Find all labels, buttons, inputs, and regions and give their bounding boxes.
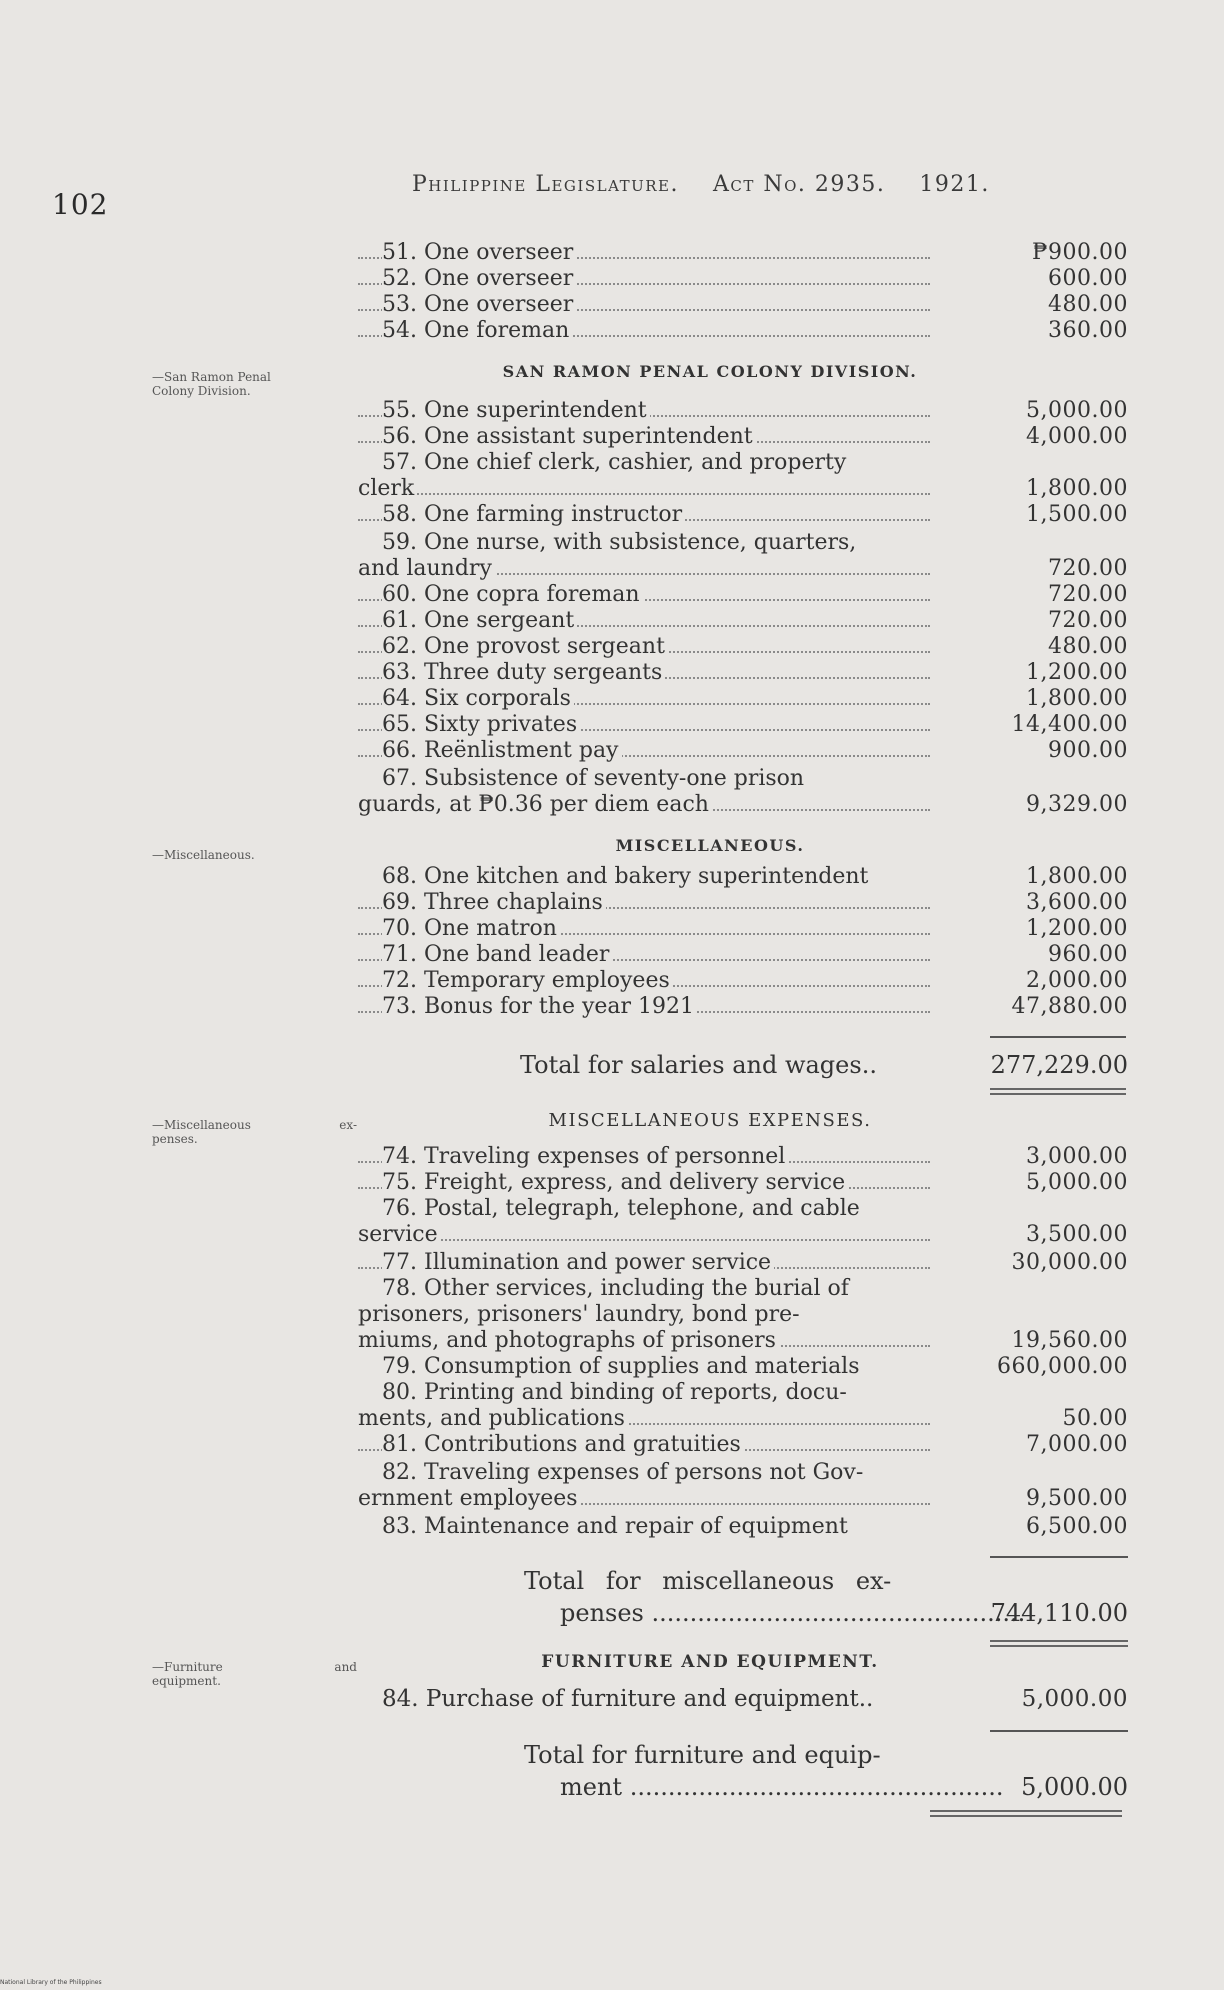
line-item: 56. One assistant superintendent 4,000.00	[358, 424, 1128, 450]
line-item: 76. Postal, telegraph, telephone, and cable	[358, 1196, 1128, 1222]
total-double-rule	[930, 1810, 1122, 1817]
page-number: 102	[52, 188, 109, 221]
total-furniture-row-1	[520, 1740, 1128, 1770]
line-item: 83. Maintenance and repair of equipment 6,500.00	[382, 1514, 1128, 1539]
line-item: 77. Illumination and power service 30,000.00	[358, 1250, 1128, 1276]
line-item: 68. One kitchen and bakery superintendent 1,800.00	[382, 864, 1128, 889]
line-item: 72. Temporary employees 2,000.00	[358, 968, 1128, 994]
line-item: 57. One chief clerk, cashier, and property	[358, 450, 1128, 476]
section-heading-misc-expenses: MISCELLANEOUS EXPENSES.	[548, 1110, 872, 1131]
total-double-rule	[990, 1088, 1126, 1095]
running-head-act: Act No. 2935.	[712, 172, 886, 197]
line-item: 58. One farming instructor 1,500.00	[358, 502, 1128, 528]
line-item: 60. One copra foreman 720.00	[358, 582, 1128, 608]
line-item: 78. Other services, including the burial of	[358, 1276, 1128, 1302]
total-salaries-row	[520, 1050, 1128, 1080]
line-item: 84. Purchase of furniture and equipment.. 5,000.00	[382, 1686, 1128, 1712]
line-item-continuation: guards, at ₱0.36 per diem each 9,329.00	[358, 792, 1128, 817]
line-item: 55. One superintendent 5,000.00	[358, 398, 1128, 424]
line-item: 81. Contributions and gratuities 7,000.00	[358, 1432, 1128, 1458]
line-item: 59. One nurse, with subsistence, quarters,	[358, 530, 1128, 556]
line-item-continuation: prisoners, prisoners' laundry, bond pre-	[358, 1302, 1128, 1328]
section-heading-furniture: FURNITURE AND EQUIPMENT.	[541, 1652, 879, 1672]
total-misc-row-2	[520, 1598, 1128, 1628]
line-item: 64. Six corporals 1,800.00	[358, 686, 1128, 712]
line-item: 80. Printing and binding of reports, docu-	[358, 1380, 1128, 1406]
line-item: 63. Three duty sergeants 1,200.00	[358, 660, 1128, 686]
total-misc-amount: 744,110.00	[990, 1599, 1128, 1627]
line-item: 82. Traveling expenses of persons not Gov-	[358, 1460, 1128, 1486]
line-item: 74. Traveling expenses of personnel 3,000.00	[358, 1144, 1128, 1170]
subtotal-rule	[990, 1556, 1128, 1558]
line-item: 79. Consumption of supplies and materials 660,000.00	[382, 1354, 1128, 1379]
margin-note-furniture: —Furniture and equipment.	[152, 1660, 357, 1688]
line-item: 69. Three chaplains 3,600.00	[358, 890, 1128, 916]
line-item: 51. One overseer ₱900.00	[358, 240, 1128, 266]
margin-note-misc-expenses: —Miscellaneous ex- penses.	[152, 1118, 357, 1146]
total-misc-row-1	[520, 1566, 1128, 1596]
line-item: 66. Reënlistment pay 900.00	[358, 738, 1128, 764]
total-misc-label-2: penses .................................................	[560, 1599, 1026, 1627]
line-item: 53. One overseer 480.00	[358, 292, 1128, 318]
running-head-publication: Philippine Legislature.	[412, 172, 679, 197]
total-salaries-amount: 277,229.00	[990, 1051, 1128, 1079]
line-item: 70. One matron 1,200.00	[358, 916, 1128, 942]
section-heading-san-ramon: SAN RAMON PENAL COLONY DIVISION.	[502, 362, 918, 381]
running-head	[412, 172, 1052, 197]
line-item: 61. One sergeant 720.00	[358, 608, 1128, 634]
margin-note-san-ramon: —San Ramon Penal Colony Division.	[152, 370, 271, 398]
line-item: 71. One band leader 960.00	[358, 942, 1128, 968]
line-item: 54. One foreman 360.00	[358, 318, 1128, 344]
total-misc-label-1: Total for miscellaneous ex-	[524, 1567, 892, 1595]
running-head-year: 1921.	[919, 172, 990, 197]
line-item: 52. One overseer 600.00	[358, 266, 1128, 292]
line-item: 75. Freight, express, and delivery service 5,000.00	[358, 1170, 1128, 1196]
total-furniture-label-2: ment .................................................	[560, 1773, 1004, 1801]
total-salaries-label: Total for salaries and wages..	[520, 1051, 877, 1079]
line-item: 62. One provost sergeant 480.00	[358, 634, 1128, 660]
subtotal-rule	[990, 1730, 1128, 1732]
total-furniture-amount: 5,000.00	[1021, 1773, 1128, 1801]
scan-footer: National Library of the Philippines	[0, 1979, 102, 1986]
line-item: 67. Subsistence of seventy-one prison	[358, 766, 1128, 792]
line-item-continuation: ernment employees 9,500.00	[358, 1486, 1128, 1511]
total-double-rule	[990, 1640, 1128, 1647]
line-item-continuation: and laundry 720.00	[358, 556, 1128, 581]
total-furniture-label-1: Total for furniture and equip-	[524, 1741, 881, 1769]
line-item: 65. Sixty privates 14,400.00	[358, 712, 1128, 738]
line-item-continuation: service 3,500.00	[358, 1222, 1128, 1247]
section-heading-miscellaneous: MISCELLANEOUS.	[615, 836, 805, 855]
line-item-continuation: ments, and publications 50.00	[358, 1406, 1128, 1431]
subtotal-rule	[990, 1036, 1126, 1038]
line-item-continuation: miums, and photographs of prisoners 19,560.00	[358, 1328, 1128, 1353]
margin-note-miscellaneous: —Miscellaneous.	[152, 848, 255, 862]
line-item: 73. Bonus for the year 1921 47,880.00	[358, 994, 1128, 1020]
line-item-continuation: clerk 1,800.00	[358, 476, 1128, 501]
total-furniture-row-2	[520, 1772, 1128, 1802]
